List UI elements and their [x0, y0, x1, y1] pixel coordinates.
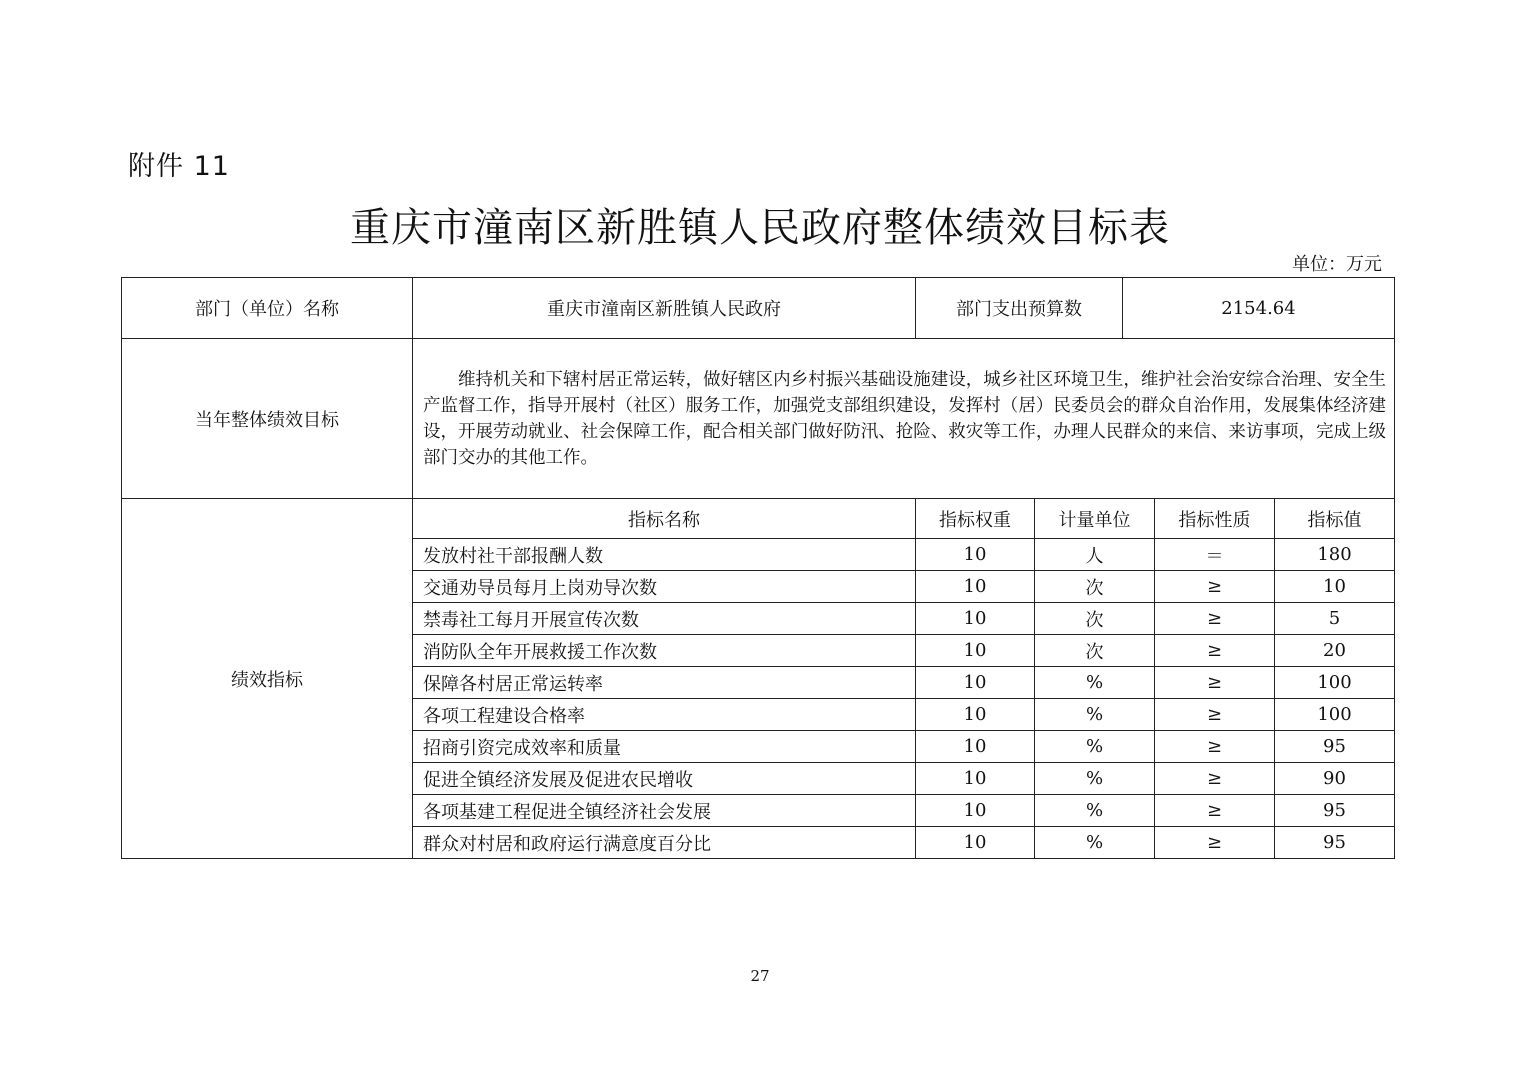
header-nature: 指标性质 [1155, 499, 1275, 539]
indicator-name: 各项工程建设合格率 [413, 699, 916, 731]
indicator-value: 180 [1275, 539, 1395, 571]
indicator-nature: ＝ [1155, 539, 1275, 571]
indicator-value: 95 [1275, 795, 1395, 827]
indicator-weight: 10 [916, 827, 1035, 859]
indicator-nature: ≥ [1155, 635, 1275, 667]
performance-table [121, 277, 1395, 859]
indicator-weight: 10 [916, 795, 1035, 827]
header-indicator-name: 指标名称 [413, 499, 916, 539]
dept-name-label: 部门（单位）名称 [122, 278, 413, 339]
indicator-value: 10 [1275, 571, 1395, 603]
budget-label: 部门支出预算数 [916, 278, 1123, 339]
indicator-value: 95 [1275, 731, 1395, 763]
indicator-unit: % [1035, 795, 1155, 827]
indicator-weight: 10 [916, 699, 1035, 731]
indicator-weight: 10 [916, 635, 1035, 667]
indicators-label: 绩效指标 [122, 499, 413, 859]
indicator-nature: ≥ [1155, 763, 1275, 795]
indicator-unit: 人 [1035, 539, 1155, 571]
indicator-name: 禁毒社工每月开展宣传次数 [413, 603, 916, 635]
indicator-name: 各项基建工程促进全镇经济社会发展 [413, 795, 916, 827]
indicator-value: 100 [1275, 667, 1395, 699]
indicator-unit: % [1035, 699, 1155, 731]
indicator-weight: 10 [916, 539, 1035, 571]
dept-row [122, 278, 1395, 339]
header-value: 指标值 [1275, 499, 1395, 539]
budget-value: 2154.64 [1123, 278, 1395, 339]
indicator-unit: 次 [1035, 571, 1155, 603]
indicator-unit: 次 [1035, 603, 1155, 635]
indicator-weight: 10 [916, 667, 1035, 699]
indicator-unit: % [1035, 827, 1155, 859]
attachment-label: 附件 11 [128, 151, 230, 182]
indicator-nature: ≥ [1155, 795, 1275, 827]
indicator-name: 消防队全年开展救援工作次数 [413, 635, 916, 667]
indicator-nature: ≥ [1155, 827, 1275, 859]
header-unit: 计量单位 [1035, 499, 1155, 539]
indicator-weight: 10 [916, 571, 1035, 603]
indicator-nature: ≥ [1155, 571, 1275, 603]
indicator-weight: 10 [916, 763, 1035, 795]
indicator-name: 交通劝导员每月上岗劝导次数 [413, 571, 916, 603]
header-weight: 指标权重 [916, 499, 1035, 539]
indicator-unit: % [1035, 667, 1155, 699]
dept-name-value: 重庆市潼南区新胜镇人民政府 [413, 278, 916, 339]
indicator-value: 20 [1275, 635, 1395, 667]
indicator-name: 群众对村居和政府运行满意度百分比 [413, 827, 916, 859]
indicator-value: 5 [1275, 603, 1395, 635]
indicator-value: 95 [1275, 827, 1395, 859]
indicator-header-row [122, 499, 1395, 539]
page-title: 重庆市潼南区新胜镇人民政府整体绩效目标表 [350, 205, 1170, 251]
indicator-weight: 10 [916, 603, 1035, 635]
indicator-name: 招商引资完成效率和质量 [413, 731, 916, 763]
indicator-nature: ≥ [1155, 603, 1275, 635]
indicator-name: 促进全镇经济发展及促进农民增收 [413, 763, 916, 795]
indicator-nature: ≥ [1155, 667, 1275, 699]
page-number: 27 [750, 967, 770, 985]
goal-label: 当年整体绩效目标 [122, 339, 413, 499]
indicator-name: 保障各村居正常运转率 [413, 667, 916, 699]
indicator-unit: 次 [1035, 635, 1155, 667]
unit-label: 单位：万元 [1292, 254, 1382, 275]
indicator-weight: 10 [916, 731, 1035, 763]
goal-text: 维持机关和下辖村居正常运转，做好辖区内乡村振兴基础设施建设，城乡社区环境卫生，维护社会治安综合治理、安全生产监督工作，指导开展村（社区）服务工作，加强党支部组织建设，发挥村（居）民委员会的群众自治作用，发展集体经济建设，开展劳动就业、社会保障工作，配合相关部门做好防汛、抢险、救灾等工作，办理人民群众的来信、来访事项，完成上级部门交办的其他工作。 [413, 339, 1395, 499]
indicator-unit: % [1035, 763, 1155, 795]
indicator-unit: % [1035, 731, 1155, 763]
indicator-nature: ≥ [1155, 699, 1275, 731]
indicator-value: 100 [1275, 699, 1395, 731]
indicator-nature: ≥ [1155, 731, 1275, 763]
indicator-name: 发放村社干部报酬人数 [413, 539, 916, 571]
indicator-value: 90 [1275, 763, 1395, 795]
goal-row [122, 339, 1395, 499]
